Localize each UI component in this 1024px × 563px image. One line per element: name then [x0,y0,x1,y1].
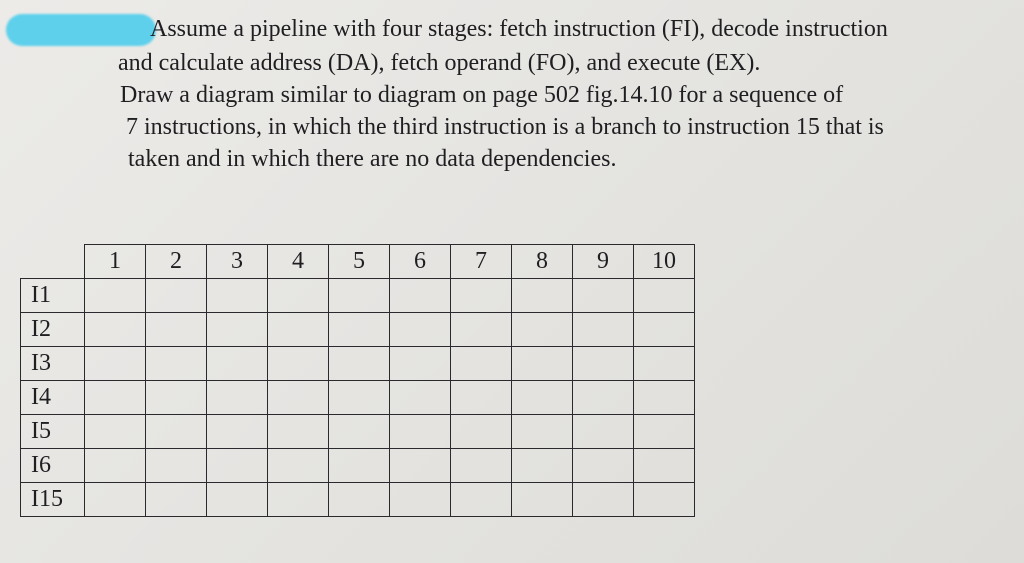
table-cell[interactable] [390,347,451,381]
table-cell[interactable] [634,313,695,347]
table-cell[interactable] [85,381,146,415]
table-cell[interactable] [573,347,634,381]
table-corner [21,245,85,279]
table-cell[interactable] [146,483,207,517]
table-cell[interactable] [451,313,512,347]
table-cell[interactable] [268,381,329,415]
table-cell[interactable] [390,449,451,483]
question-line-5: taken and in which there are no data dependencies. [128,146,617,172]
question-line-1: Assume a pipeline with four stages: fetch instruction (FI), decode instruction [150,16,888,42]
table-cell[interactable] [268,347,329,381]
table-cell[interactable] [85,449,146,483]
table-cell[interactable] [512,415,573,449]
table-cell[interactable] [573,279,634,313]
row-label: I5 [21,415,85,449]
table-cell[interactable] [146,381,207,415]
row-label: I6 [21,449,85,483]
table-row [21,381,695,415]
column-header: 9 [573,245,634,279]
table-cell[interactable] [207,279,268,313]
table-cell[interactable] [268,313,329,347]
redaction-mark [6,14,156,46]
row-label: I15 [21,483,85,517]
table-cell[interactable] [512,279,573,313]
table-cell[interactable] [85,483,146,517]
column-header: 1 [85,245,146,279]
table-cell[interactable] [573,449,634,483]
table-cell[interactable] [207,483,268,517]
table-cell[interactable] [573,381,634,415]
table-cell[interactable] [329,381,390,415]
table-cell[interactable] [390,279,451,313]
table-cell[interactable] [634,449,695,483]
table-cell[interactable] [207,415,268,449]
table-cell[interactable] [451,415,512,449]
column-header: 10 [634,245,695,279]
table-row [21,449,695,483]
table-cell[interactable] [329,313,390,347]
table-cell[interactable] [451,381,512,415]
table-cell[interactable] [634,279,695,313]
table-cell[interactable] [268,415,329,449]
table-cell[interactable] [512,449,573,483]
table-cell[interactable] [451,279,512,313]
table-cell[interactable] [512,483,573,517]
table-cell[interactable] [512,347,573,381]
question-line-2: and calculate address (DA), fetch operand (FO), and execute (EX). [118,50,761,76]
table-cell[interactable] [85,313,146,347]
table-cell[interactable] [329,449,390,483]
pipeline-table [20,244,695,517]
table-cell[interactable] [512,381,573,415]
table-cell[interactable] [329,415,390,449]
table-cell[interactable] [573,415,634,449]
table-cell[interactable] [573,313,634,347]
column-header: 7 [451,245,512,279]
table-cell[interactable] [390,313,451,347]
table-cell[interactable] [268,483,329,517]
column-header: 8 [512,245,573,279]
table-cell[interactable] [329,279,390,313]
table-cell[interactable] [451,347,512,381]
table-cell[interactable] [85,415,146,449]
table-cell[interactable] [329,483,390,517]
table-cell[interactable] [207,449,268,483]
table-cell[interactable] [268,449,329,483]
table-cell[interactable] [390,381,451,415]
table-cell[interactable] [146,415,207,449]
table-cell[interactable] [85,279,146,313]
table-cell[interactable] [207,381,268,415]
column-header: 4 [268,245,329,279]
column-header: 3 [207,245,268,279]
table-cell[interactable] [451,449,512,483]
table-cell[interactable] [329,347,390,381]
table-cell[interactable] [207,347,268,381]
table-cell[interactable] [634,415,695,449]
table-row [21,279,695,313]
table-cell[interactable] [207,313,268,347]
table-cell[interactable] [85,347,146,381]
table-cell[interactable] [390,483,451,517]
table-row [21,483,695,517]
question-line-4: 7 instructions, in which the third instruction is a branch to instruction 15 that is [126,114,884,140]
table-row [21,415,695,449]
table-row [21,347,695,381]
table-cell[interactable] [634,381,695,415]
table-cell[interactable] [634,483,695,517]
column-header: 2 [146,245,207,279]
header-row [21,245,695,279]
table-cell[interactable] [512,313,573,347]
table-cell[interactable] [146,449,207,483]
table-cell[interactable] [451,483,512,517]
row-label: I2 [21,313,85,347]
table-cell[interactable] [146,313,207,347]
table-cell[interactable] [634,347,695,381]
table-row [21,313,695,347]
row-label: I4 [21,381,85,415]
row-label: I3 [21,347,85,381]
row-label: I1 [21,279,85,313]
table-cell[interactable] [146,279,207,313]
table-cell[interactable] [390,415,451,449]
question-line-3: Draw a diagram similar to diagram on page 502 fig.14.10 for a sequence of [120,82,844,108]
column-header: 5 [329,245,390,279]
table-cell[interactable] [146,347,207,381]
table-cell[interactable] [573,483,634,517]
column-header: 6 [390,245,451,279]
table-cell[interactable] [268,279,329,313]
